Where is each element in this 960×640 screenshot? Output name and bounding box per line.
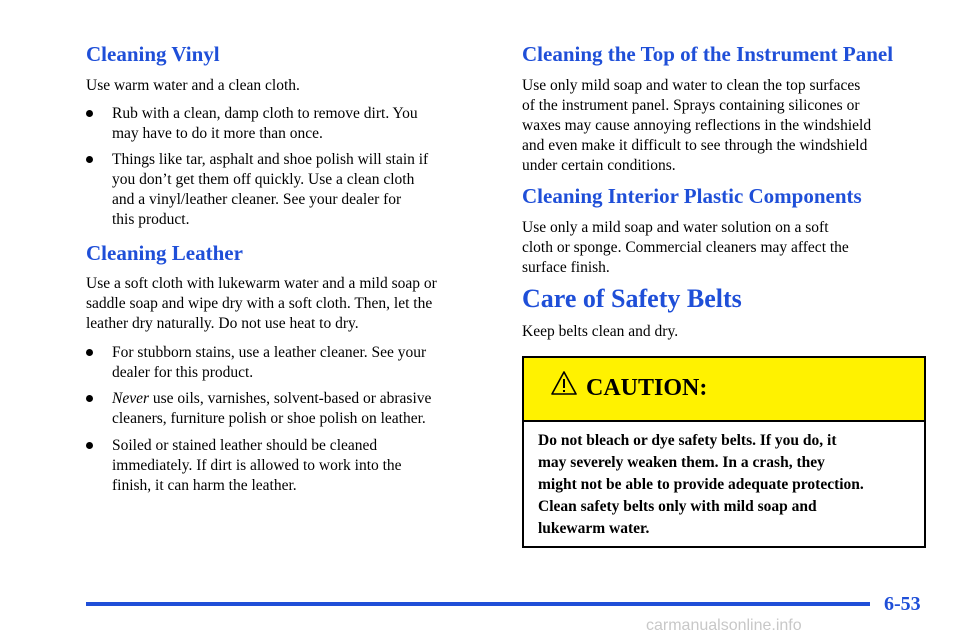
caution-box — [522, 356, 926, 548]
caution-line: Do not bleach or dye safety belts. If you do, it — [538, 432, 837, 449]
caution-header — [524, 358, 924, 422]
bullet-line: immediately. If dirt is allowed to work into the — [112, 457, 402, 474]
heading-safety-belts: Care of Safety Belts — [522, 284, 742, 313]
caution-line: may severely weaken them. In a crash, they — [538, 454, 825, 471]
bullet-line-rest: use oils, varnishes, solvent-based or abrasive — [149, 390, 432, 407]
bullet-dot-icon — [86, 156, 93, 163]
bullet-line: and a vinyl/leather cleaner. See your dealer for — [112, 191, 402, 208]
leather-intro-line: leather dry naturally. Do not use heat to dry. — [86, 315, 359, 332]
caution-title: CAUTION: — [586, 375, 708, 401]
panel-line: Use only mild soap and water to clean the top surfaces — [522, 77, 861, 94]
bullet-line: finish, it can harm the leather. — [112, 477, 297, 494]
caution-text — [538, 430, 864, 540]
caution-line: might not be able to provide adequate protection. — [538, 476, 864, 493]
vinyl-intro: Use warm water and a clean cloth. — [86, 77, 300, 94]
leather-intro-line: saddle soap and wipe dry with a soft cloth. Then, let the — [86, 295, 433, 312]
emphasis-never: Never — [112, 390, 150, 407]
bullet-line: may have to do it more than once. — [112, 125, 323, 142]
bullet-dot-icon — [86, 395, 93, 402]
bullet-line: dealer for this product. — [112, 364, 254, 381]
panel-line: waxes may cause annoying reflections in the windshield — [522, 117, 872, 134]
bullet-line: Things like tar, asphalt and shoe polish will stain if — [112, 151, 429, 168]
belts-text: Keep belts clean and dry. — [522, 323, 679, 340]
bullet-dot-icon — [86, 442, 93, 449]
bullet-line: Rub with a clean, damp cloth to remove dirt. You — [112, 105, 418, 122]
bullet-line: you don’t get them off quickly. Use a clean cloth — [112, 171, 415, 188]
plastic-line: surface finish. — [522, 259, 610, 276]
bullet-dot-icon — [86, 110, 93, 117]
heading-interior-plastic: Cleaning Interior Plastic Components — [522, 184, 862, 208]
panel-line: of the instrument panel. Sprays containing silicones or — [522, 97, 860, 114]
plastic-line: cloth or sponge. Commercial cleaners may affect the — [522, 239, 849, 256]
page-number: 6-53 — [884, 593, 921, 615]
bullet-line: Soiled or stained leather should be cleaned — [112, 437, 378, 454]
leather-intro-line: Use a soft cloth with lukewarm water and a mild soap or — [86, 275, 437, 292]
heading-instrument-panel: Cleaning the Top of the Instrument Panel — [522, 42, 894, 66]
bullet-dot-icon — [86, 349, 93, 356]
caution-line: Clean safety belts only with mild soap and — [538, 498, 817, 515]
panel-line: and even make it difficult to see through the windshield — [522, 137, 868, 154]
plastic-line: Use only a mild soap and water solution on a soft — [522, 219, 829, 236]
heading-cleaning-leather: Cleaning Leather — [86, 241, 243, 265]
bullet-line — [112, 389, 431, 409]
watermark: carmanualsonline.info — [646, 617, 802, 634]
caution-line: lukewarm water. — [538, 520, 650, 537]
bullet-line: this product. — [112, 211, 190, 228]
bullet-line: cleaners, furniture polish or shoe polish on leather. — [112, 410, 426, 427]
heading-cleaning-vinyl: Cleaning Vinyl — [86, 42, 220, 66]
bullet-line: For stubborn stains, use a leather cleaner. See your — [112, 344, 427, 361]
warning-triangle-icon — [550, 370, 578, 396]
panel-line: under certain conditions. — [522, 157, 676, 174]
footer-rule — [86, 602, 870, 606]
